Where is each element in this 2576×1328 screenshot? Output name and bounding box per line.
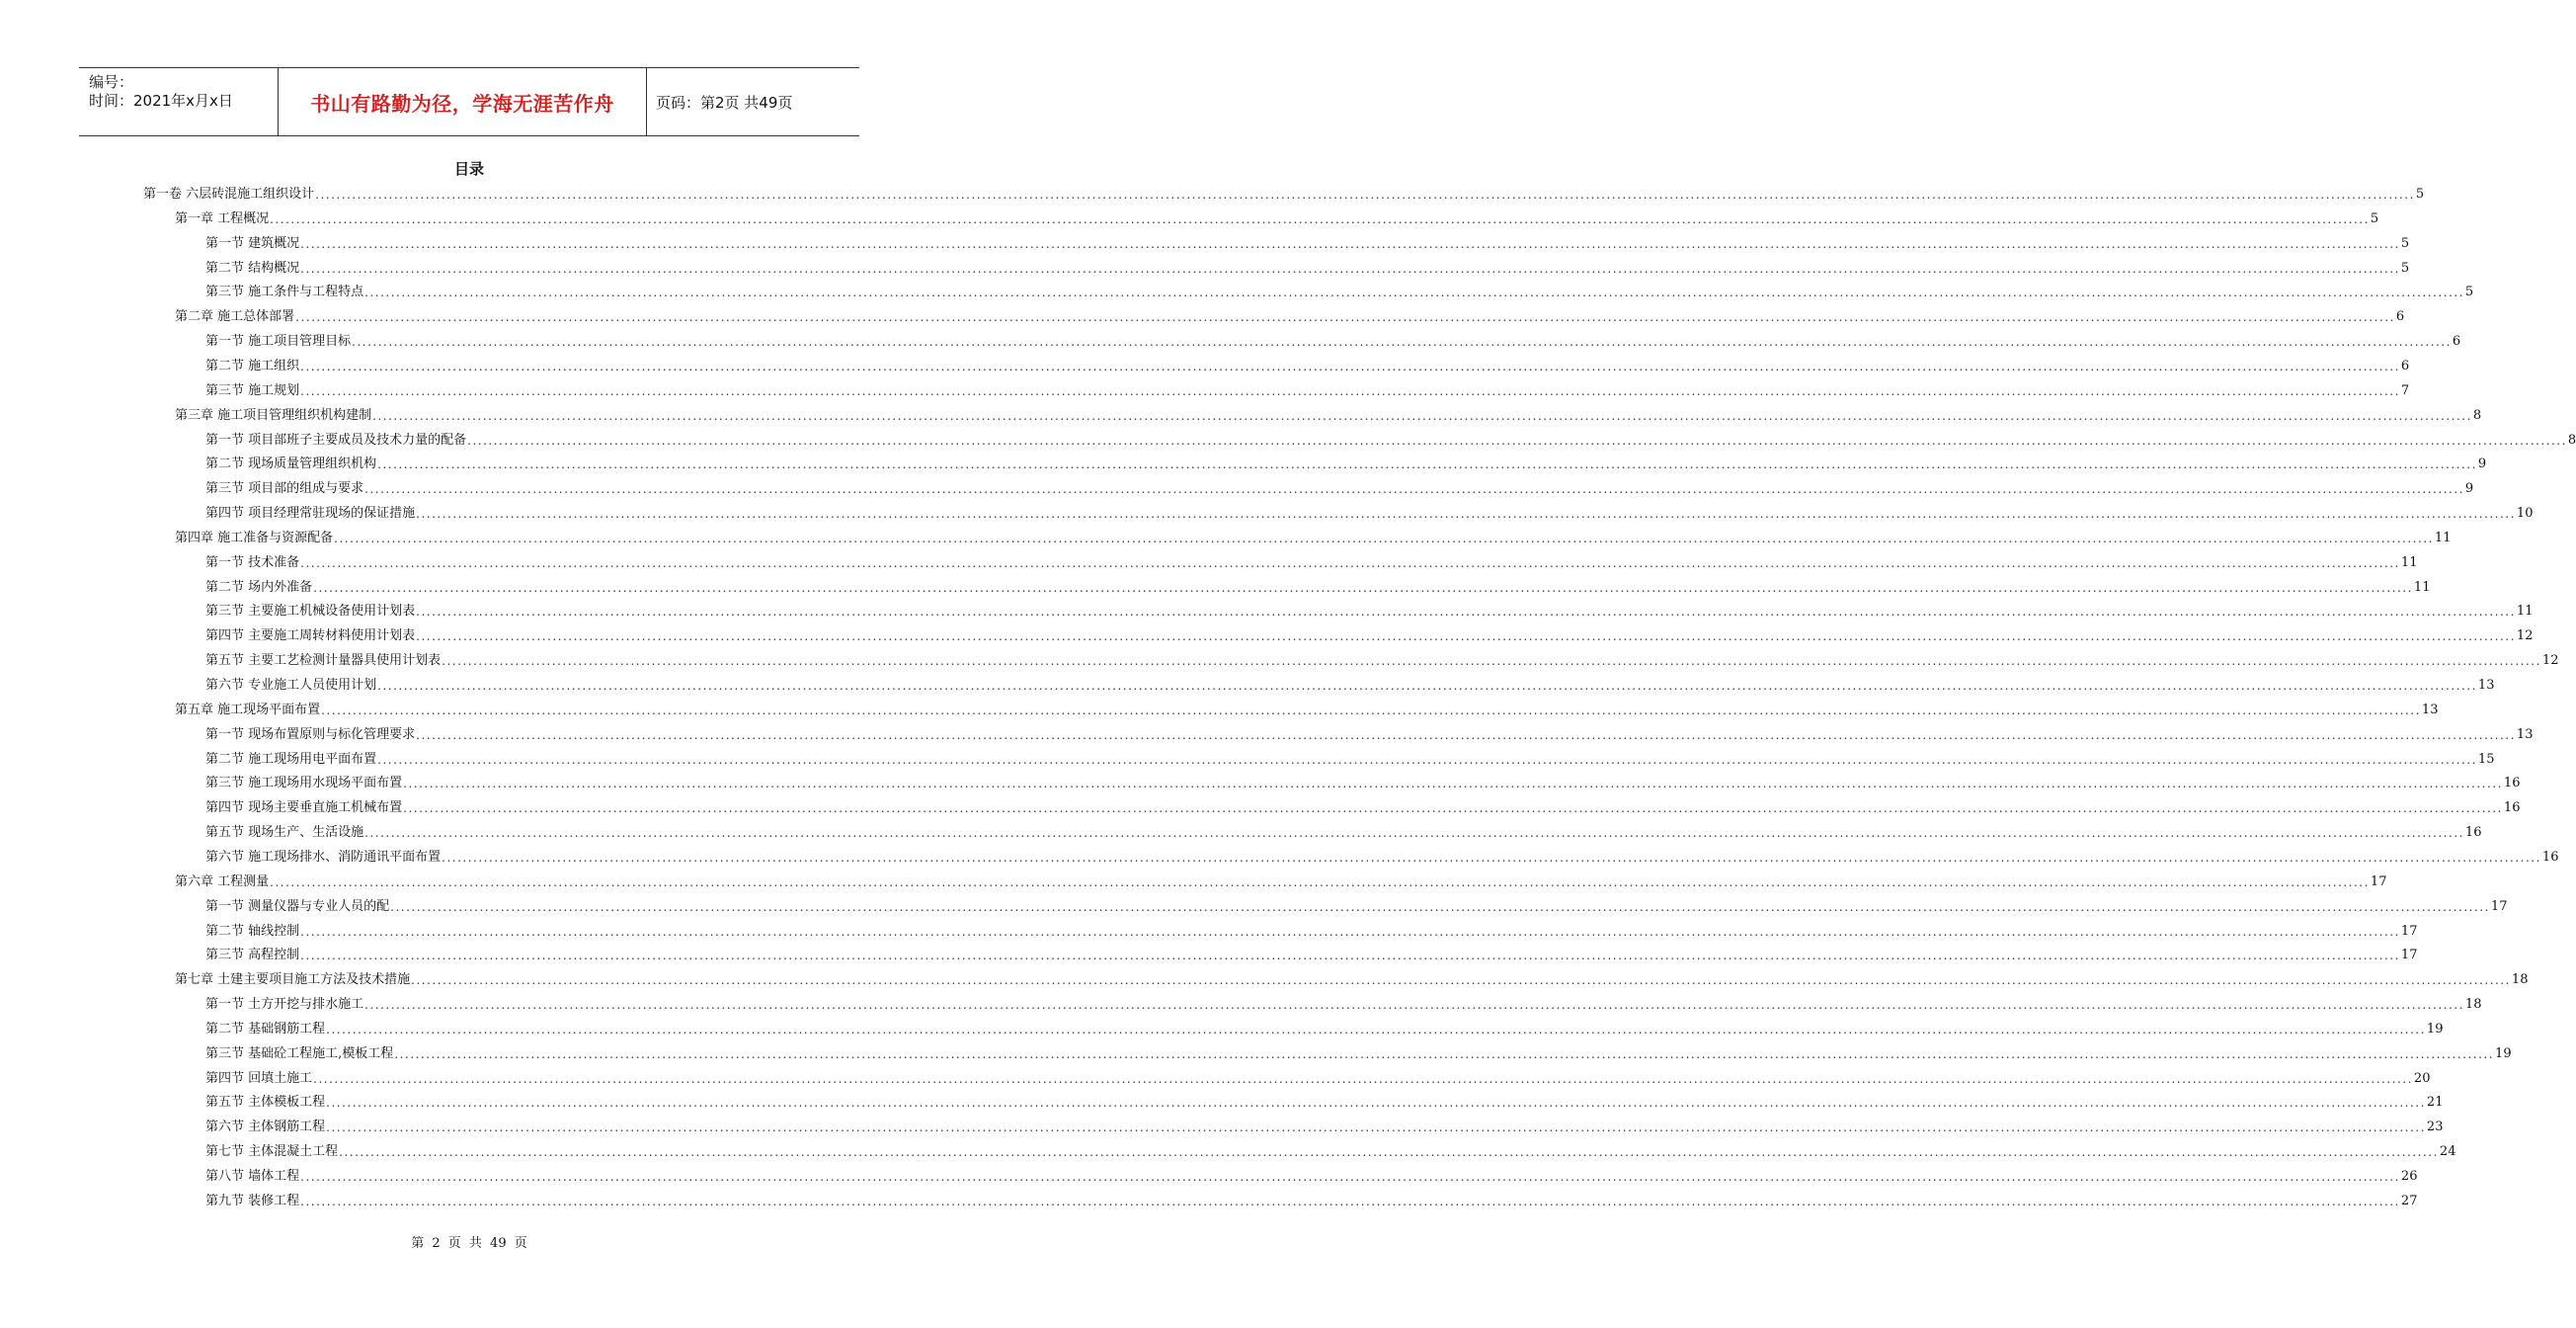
toc-entry[interactable] [205, 771, 2521, 790]
toc-entry-title: 第九节 装修工程 [205, 1194, 300, 1208]
toc-entry-page: 6 [2400, 359, 2410, 374]
toc-entry-title: 第六节 专业施工人员使用计划 [205, 678, 377, 693]
toc-leader-dots: ................................................................................................................................................................................................................................................................................................................................................................................................................ [364, 826, 2464, 840]
toc-leader-dots: ................................................................................................................................................................................................................................................................................................................................................................................................................ [416, 629, 2516, 643]
header-meta [79, 68, 277, 135]
toc-entry[interactable] [175, 207, 2379, 226]
toc-entry[interactable] [175, 403, 2482, 423]
toc-leader-dots: ................................................................................................................................................................................................................................................................................................................................................................................................................ [364, 998, 2464, 1012]
toc-entry-title: 第一节 建筑概况 [205, 236, 300, 251]
toc-entry-title: 第七章 土建主要项目施工方法及技术措施 [175, 972, 411, 987]
toc-entry[interactable] [205, 894, 2508, 914]
toc-entry-page: 24 [2439, 1144, 2456, 1159]
toc-entry-title: 第四节 回填土施工 [205, 1071, 313, 1086]
toc-entry-page: 5 [2415, 187, 2425, 202]
toc-entry[interactable] [205, 329, 2461, 349]
toc-leader-dots: ................................................................................................................................................................................................................................................................................................................................................................................................................ [377, 679, 2477, 693]
toc-entry-page: 5 [2464, 285, 2474, 299]
toc-entry[interactable] [205, 747, 2495, 767]
toc-entry-title: 第一节 现场布置原则与标化管理要求 [205, 727, 416, 742]
toc-entry-page: 17 [2370, 874, 2387, 889]
toc-leader-dots: ................................................................................................................................................................................................................................................................................................................................................................................................................ [313, 1072, 2413, 1086]
toc-entry-page: 9 [2477, 456, 2487, 471]
toc-entry[interactable] [205, 1189, 2418, 1208]
toc-entry-page: 18 [2511, 972, 2529, 987]
toc-entry-title: 第一节 施工项目管理目标 [205, 334, 352, 349]
toc-entry[interactable] [205, 550, 2418, 570]
toc-entry-title: 第一节 项目部班子主要成员及技术力量的配备 [205, 433, 467, 448]
toc-entry-page: 23 [2426, 1120, 2444, 1134]
toc-leader-dots: ................................................................................................................................................................................................................................................................................................................................................................................................................ [326, 1023, 2426, 1037]
toc-entry[interactable] [175, 870, 2387, 889]
toc-leader-dots: ................................................................................................................................................................................................................................................................................................................................................................................................................ [270, 875, 2370, 889]
toc-entry-page: 16 [2503, 776, 2521, 790]
toc-leader-dots: ................................................................................................................................................................................................................................................................................................................................................................................................................ [442, 654, 2541, 668]
toc-entry-title: 第一节 土方开挖与排水施工 [205, 997, 364, 1012]
header-motto: 书山有路勤为径，学海无涯苦作舟 [310, 91, 614, 116]
toc-entry-title: 第四节 主要施工周转材料使用计划表 [205, 628, 416, 643]
toc-entry[interactable] [205, 795, 2521, 815]
toc-entry-page: 6 [2395, 309, 2405, 324]
toc-entry-page: 13 [2516, 727, 2534, 742]
header-page-label: 页码：第2页 共49页 [656, 93, 793, 112]
toc-entry-title: 第七节 主体混凝土工程 [205, 1144, 339, 1159]
toc-entry-page: 11 [2400, 555, 2418, 570]
toc-entry-page: 5 [2370, 211, 2379, 226]
toc-leader-dots: ................................................................................................................................................................................................................................................................................................................................................................................................................ [411, 973, 2511, 987]
toc-entry-page: 7 [2400, 383, 2410, 398]
toc-entry[interactable] [205, 919, 2418, 939]
toc-entry[interactable] [205, 1017, 2444, 1037]
toc-entry-page: 26 [2400, 1169, 2418, 1184]
toc-entry[interactable] [205, 1164, 2418, 1184]
toc-entry[interactable] [205, 452, 2487, 471]
toc-entry-title: 第二节 基础钢筋工程 [205, 1022, 326, 1037]
toc-leader-dots: ................................................................................................................................................................................................................................................................................................................................................................................................................ [270, 212, 2370, 226]
toc-entry-page: 5 [2400, 236, 2410, 251]
toc-leader-dots: ................................................................................................................................................................................................................................................................................................................................................................................................................ [326, 1096, 2426, 1110]
toc-leader-dots: ................................................................................................................................................................................................................................................................................................................................................................................................................ [334, 532, 2434, 545]
toc-leader-dots: ................................................................................................................................................................................................................................................................................................................................................................................................................ [300, 237, 2400, 251]
toc-entry-page: 20 [2413, 1071, 2431, 1086]
toc-entry-title: 第二节 施工组织 [205, 359, 300, 374]
toc-leader-dots: ................................................................................................................................................................................................................................................................................................................................................................................................................ [394, 1047, 2495, 1061]
toc-entry-title: 第三节 主要施工机械设备使用计划表 [205, 604, 416, 619]
toc-entry-title: 第一节 技术准备 [205, 555, 300, 570]
toc-entry[interactable] [205, 476, 2474, 496]
toc-entry-page: 10 [2516, 506, 2534, 521]
toc-leader-dots: ................................................................................................................................................................................................................................................................................................................................................................................................................ [364, 286, 2464, 299]
toc-leader-dots: ................................................................................................................................................................................................................................................................................................................................................................................................................ [467, 434, 2567, 448]
toc-entry-page: 6 [2452, 334, 2461, 349]
toc-leader-dots: ................................................................................................................................................................................................................................................................................................................................................................................................................ [416, 605, 2516, 619]
toc-entry-title: 第六章 工程测量 [175, 874, 270, 889]
toc-leader-dots: ................................................................................................................................................................................................................................................................................................................................................................................................................ [416, 728, 2516, 742]
toc-entry-title: 第四章 施工准备与资源配备 [175, 531, 334, 545]
toc-entry[interactable] [175, 304, 2405, 324]
toc-leader-dots: ................................................................................................................................................................................................................................................................................................................................................................................................................ [300, 556, 2400, 570]
toc-leader-dots: ................................................................................................................................................................................................................................................................................................................................................................................................................ [300, 925, 2400, 939]
toc-entry[interactable] [205, 992, 2482, 1012]
toc-entry[interactable] [205, 599, 2534, 619]
toc-entry-title: 第四节 现场主要垂直施工机械布置 [205, 800, 403, 815]
toc-entry-title: 第二节 轴线控制 [205, 924, 300, 939]
toc-entry-title: 第二节 施工现场用电平面布置 [205, 752, 377, 767]
toc-entry-page: 12 [2541, 653, 2559, 668]
toc-entry-title: 第三节 施工条件与工程特点 [205, 285, 364, 299]
toc-entry-page: 18 [2464, 997, 2482, 1012]
toc-entry-page: 11 [2516, 604, 2534, 619]
toc-leader-dots: ................................................................................................................................................................................................................................................................................................................................................................................................................ [300, 1195, 2400, 1208]
toc-entry-title: 第五节 主要工艺检测计量器具使用计划表 [205, 653, 442, 668]
toc-leader-dots: ................................................................................................................................................................................................................................................................................................................................................................................................................ [313, 581, 2413, 595]
toc-entry[interactable] [205, 845, 2559, 865]
toc-entry-title: 第一节 测量仪器与专业人员的配 [205, 899, 390, 914]
toc-leader-dots: ................................................................................................................................................................................................................................................................................................................................................................................................................ [300, 1170, 2400, 1184]
toc-leader-dots: ................................................................................................................................................................................................................................................................................................................................................................................................................ [377, 753, 2477, 767]
toc-leader-dots: ................................................................................................................................................................................................................................................................................................................................................................................................................ [326, 1120, 2426, 1134]
toc-entry[interactable] [205, 623, 2534, 643]
toc-entry-page: 19 [2426, 1022, 2444, 1037]
toc-entry-page: 5 [2400, 261, 2410, 276]
toc-entry-page: 21 [2426, 1095, 2444, 1110]
toc-entry-title: 第五节 主体模板工程 [205, 1095, 326, 1110]
toc-entry[interactable] [205, 1041, 2512, 1061]
toc-entry[interactable] [205, 673, 2495, 693]
toc-leader-dots: ................................................................................................................................................................................................................................................................................................................................................................................................................ [416, 507, 2516, 521]
toc-title: 目录 [453, 160, 484, 178]
toc-entry-page: 17 [2400, 924, 2418, 939]
header-motto-cell [278, 68, 647, 135]
toc-leader-dots: ................................................................................................................................................................................................................................................................................................................................................................................................................ [377, 457, 2477, 471]
toc-entry[interactable] [205, 1139, 2456, 1159]
toc-leader-dots: ................................................................................................................................................................................................................................................................................................................................................................................................................ [300, 360, 2400, 374]
toc-entry[interactable] [205, 256, 2410, 276]
toc-leader-dots: ................................................................................................................................................................................................................................................................................................................................................................................................................ [372, 409, 2472, 423]
toc-entry-title: 第五章 施工现场平面布置 [175, 703, 321, 717]
toc-entry-page: 13 [2477, 678, 2495, 693]
toc-leader-dots: ................................................................................................................................................................................................................................................................................................................................................................................................................ [442, 851, 2541, 865]
toc-entry-title: 第三节 施工现场用水现场平面布置 [205, 776, 403, 790]
toc-entry[interactable] [205, 575, 2431, 595]
toc-entry-title: 第三节 高程控制 [205, 948, 300, 962]
toc-leader-dots: ................................................................................................................................................................................................................................................................................................................................................................................................................ [295, 310, 2395, 324]
toc-entry-title: 第六节 主体钢筋工程 [205, 1120, 326, 1134]
toc-entry-title: 第二节 结构概况 [205, 261, 300, 276]
toc-entry[interactable] [205, 428, 2576, 448]
toc-entry-page: 27 [2400, 1194, 2418, 1208]
toc-entry-page: 17 [2400, 948, 2418, 962]
toc-entry[interactable] [175, 967, 2529, 987]
toc-entry-page: 19 [2495, 1046, 2512, 1061]
toc-entry-title: 第三章 施工项目管理组织机构建制 [175, 408, 372, 423]
toc-leader-dots: ................................................................................................................................................................................................................................................................................................................................................................................................................ [390, 900, 2490, 914]
toc-entry-title: 第三节 项目部的组成与要求 [205, 481, 364, 496]
toc-entry-title: 第二节 现场质量管理组织机构 [205, 456, 377, 471]
toc-entry-page: 15 [2477, 752, 2495, 767]
document-header [79, 67, 859, 136]
toc-entry-page: 8 [2472, 408, 2482, 423]
toc-leader-dots: ................................................................................................................................................................................................................................................................................................................................................................................................................ [403, 777, 2503, 790]
toc-entry[interactable] [205, 722, 2534, 742]
toc-leader-dots: ................................................................................................................................................................................................................................................................................................................................................................................................................ [352, 335, 2452, 349]
toc-entry-page: 8 [2567, 433, 2576, 448]
toc-entry[interactable] [205, 1066, 2431, 1086]
header-page-cell [646, 68, 859, 135]
toc-leader-dots: ................................................................................................................................................................................................................................................................................................................................................................................................................ [364, 482, 2464, 496]
toc-entry-title: 第八节 墙体工程 [205, 1169, 300, 1184]
toc-entry[interactable] [205, 501, 2534, 521]
toc-entry[interactable] [205, 648, 2559, 668]
toc-leader-dots: ................................................................................................................................................................................................................................................................................................................................................................................................................ [300, 384, 2400, 398]
toc-leader-dots: ................................................................................................................................................................................................................................................................................................................................................................................................................ [300, 262, 2400, 276]
toc-entry-page: 11 [2434, 531, 2452, 545]
toc-leader-dots: ................................................................................................................................................................................................................................................................................................................................................................................................................ [300, 949, 2400, 962]
toc-entry-page: 16 [2541, 850, 2559, 865]
toc-entry[interactable] [205, 820, 2482, 840]
toc-entry[interactable] [143, 182, 2425, 202]
toc-entry[interactable] [205, 1090, 2444, 1110]
toc-entry-title: 第三节 施工规划 [205, 383, 300, 398]
toc-leader-dots: ................................................................................................................................................................................................................................................................................................................................................................................................................ [339, 1145, 2439, 1159]
toc-entry[interactable] [205, 1115, 2444, 1134]
toc-entry-title: 第二章 施工总体部署 [175, 309, 295, 324]
toc-entry[interactable] [205, 943, 2418, 962]
header-date-label: 时间：2021年x月x日 [89, 92, 233, 110]
toc-entry-page: 17 [2490, 899, 2508, 914]
toc-entry-title: 第四节 项目经理常驻现场的保证措施 [205, 506, 416, 521]
page-footer: 第 2 页 共 49 页 [411, 1236, 527, 1251]
toc-entry-page: 11 [2413, 580, 2431, 595]
toc-entry[interactable] [205, 378, 2410, 398]
toc-entry[interactable] [205, 280, 2474, 299]
toc-entry-page: 16 [2464, 825, 2482, 840]
toc-entry-page: 13 [2421, 703, 2439, 717]
toc-entry-page: 9 [2464, 481, 2474, 496]
toc-entry-title: 第六节 施工现场排水、消防通讯平面布置 [205, 850, 442, 865]
toc-leader-dots: ................................................................................................................................................................................................................................................................................................................................................................................................................ [321, 704, 2421, 717]
toc-entry[interactable] [205, 354, 2410, 374]
toc-entry[interactable] [175, 698, 2439, 717]
toc-entry-title: 第一卷 六层砖混施工组织设计 [143, 187, 315, 202]
toc-entry-page: 16 [2503, 800, 2521, 815]
toc-entry[interactable] [175, 526, 2452, 545]
toc-entry-title: 第一章 工程概况 [175, 211, 270, 226]
toc-entry-title: 第五节 现场生产、生活设施 [205, 825, 364, 840]
toc-entry-page: 12 [2516, 628, 2534, 643]
toc-entry[interactable] [205, 231, 2410, 251]
toc-entry-title: 第三节 基础砼工程施工,模板工程 [205, 1046, 394, 1061]
toc-entry-title: 第二节 场内外准备 [205, 580, 313, 595]
toc-leader-dots: ................................................................................................................................................................................................................................................................................................................................................................................................................ [315, 188, 2415, 202]
toc-leader-dots: ................................................................................................................................................................................................................................................................................................................................................................................................................ [403, 801, 2503, 815]
header-number-label: 编号： [89, 73, 134, 91]
